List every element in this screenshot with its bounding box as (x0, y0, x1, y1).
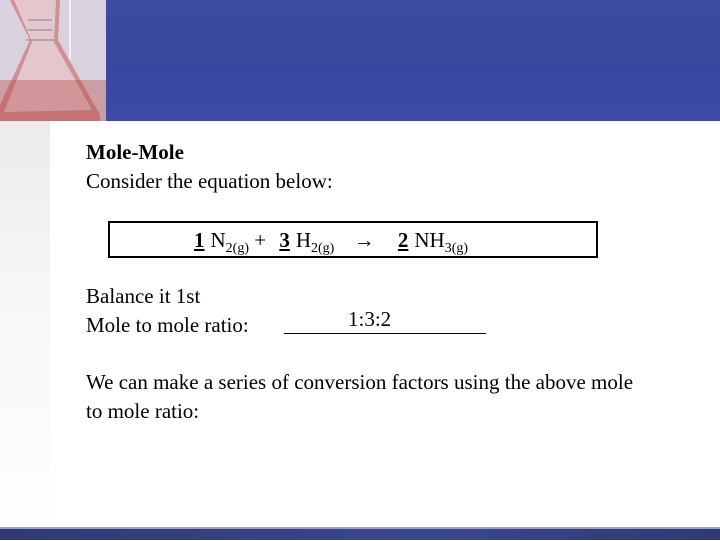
reaction-arrow-icon: → (353, 228, 375, 252)
species-nh3: NH (414, 228, 445, 252)
coefficient-n2: 1 (194, 228, 205, 252)
slide-title: Mole-Mole (86, 140, 184, 164)
balance-instruction: Balance it 1st (86, 284, 201, 308)
coefficient-h2: 3 (279, 228, 290, 252)
slide-header-text (86, 138, 686, 196)
intro-text: Consider the equation below: (86, 169, 333, 193)
subscript-h2: 2(g) (311, 241, 335, 256)
coefficient-nh3: 2 (397, 228, 409, 252)
footer-band (0, 529, 720, 540)
sidebar-decoration (0, 121, 50, 541)
ratio-value: 1:3:2 (348, 307, 392, 331)
species-n2: N (210, 228, 226, 252)
plus-sign: + (254, 228, 267, 252)
header-band (0, 0, 720, 121)
flask-image (0, 0, 106, 121)
subscript-nh3: 3(g) (444, 241, 469, 256)
subscript-n2: 2(g) (225, 241, 249, 256)
chemical-equation (186, 228, 468, 257)
ratio-label: Mole to mole ratio: (86, 313, 249, 337)
conversion-text: We can make a series of conversion factors using the above mole to mole ratio: (86, 370, 634, 423)
balance-section (86, 282, 249, 340)
species-h2: H (295, 228, 312, 252)
equation-box (108, 221, 598, 258)
